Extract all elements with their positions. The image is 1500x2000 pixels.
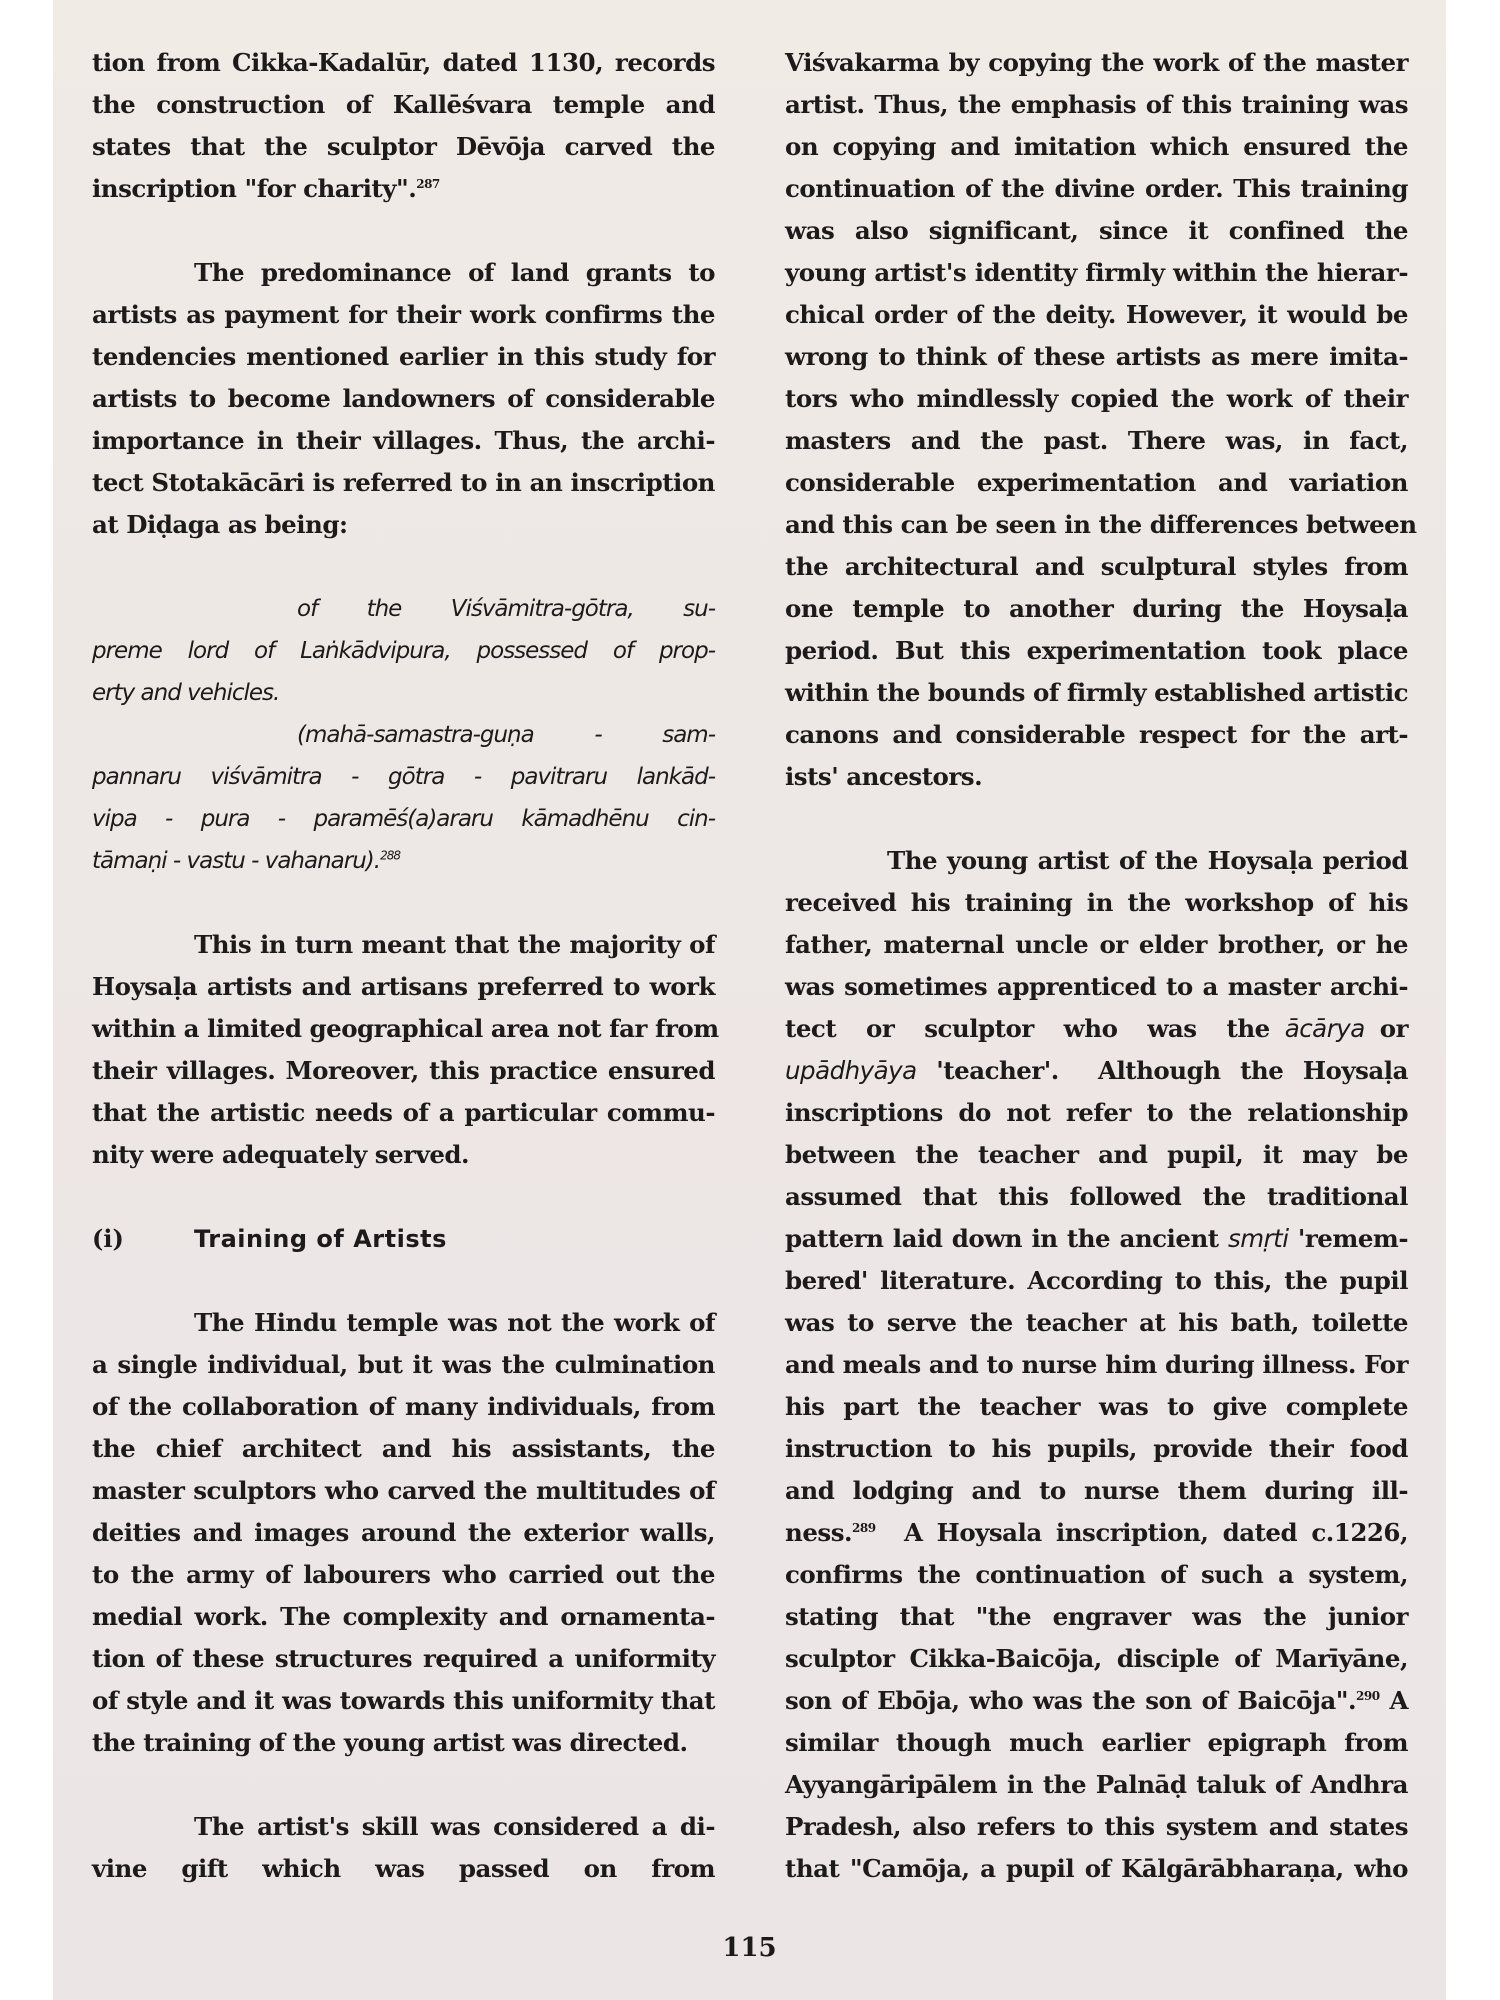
paragraph-gap	[92, 882, 715, 924]
text-line: artists as payment for their work confirms the	[92, 300, 715, 329]
text-line: The artist's skill was considered a di-	[194, 1812, 715, 1841]
text-line: the chief architect and his assistants, the	[92, 1434, 715, 1463]
left-column	[92, 42, 719, 1890]
text-line: Ayyangāripālem in the Palnāḍ taluk of Andhra	[785, 1770, 1408, 1799]
text-line: confirms the continuation of such a system,	[785, 1560, 1408, 1589]
quote-line: (mahā-samastra-guṇa - sam-	[297, 722, 715, 748]
book-page	[53, 0, 1446, 2000]
text-line: young artist's identity firmly within the hierar-	[785, 258, 1408, 287]
quote-line: erty and vehicles.	[92, 680, 280, 706]
text-line: that the artistic needs of a particular commu-	[92, 1098, 715, 1127]
text-line: master sculptors who carved the multitudes of	[92, 1476, 715, 1505]
section-heading	[92, 1218, 715, 1260]
text-line: tion from Cikka-Kadalūr, dated 1130, records	[92, 48, 715, 77]
text-line	[785, 1680, 1408, 1722]
paragraph-gap	[92, 1260, 715, 1302]
page-number: 115	[722, 1933, 777, 1963]
text-line: Viśvakarma by copying the work of the master	[785, 48, 1408, 77]
paragraph-gap	[92, 1176, 715, 1218]
text-line: The young artist of the Hoysaḷa period	[887, 846, 1408, 875]
paragraph-continued	[785, 42, 1417, 798]
section-title: Training of Artists	[194, 1225, 447, 1253]
text-line: between the teacher and pupil, it may be	[785, 1140, 1408, 1169]
text-line: tors who mindlessly copied the work of their	[785, 384, 1408, 413]
text-line: The Hindu temple was not the work of	[194, 1308, 715, 1337]
text-line: of style and it was towards this uniformity that	[92, 1686, 715, 1715]
text-line: artists to become landowners of considerable	[92, 384, 715, 413]
text-line: canons and considerable respect for the art-	[785, 720, 1408, 749]
text-line: their villages. Moreover, this practice ensured	[92, 1056, 715, 1085]
line-text: pattern laid down in the ancient	[785, 1224, 1228, 1253]
text-line: wrong to think of these artists as mere imita-	[785, 342, 1408, 371]
paragraph-gap	[92, 546, 715, 588]
text-line: tect Stotakācāri is referred to in an inscription	[92, 468, 715, 497]
paragraph-gap	[785, 798, 1408, 840]
quote-line: pannaru viśvāmitra - gōtra - pavitraru lankād-	[92, 764, 715, 790]
text-line: nity were adequately served.	[92, 1140, 470, 1169]
line-text: A Hoysala inscription, dated c.1226,	[875, 1518, 1408, 1547]
text-line: that "Camōja, a pupil of Kālgārābharaṇa, who	[785, 1854, 1408, 1883]
text-line: Hoysaḷa artists and artisans preferred to work	[92, 972, 715, 1001]
text-line: assumed that this followed the traditional	[785, 1182, 1408, 1211]
text-line	[785, 1050, 1408, 1092]
line-text: ness.	[785, 1518, 853, 1547]
text-line: to the army of labourers who carried out the	[92, 1560, 715, 1589]
text-line: artist. Thus, the emphasis of this training was	[785, 90, 1408, 119]
text-line: and this can be seen in the differences between	[785, 510, 1417, 539]
text-line: This in turn meant that the majority of	[194, 930, 715, 959]
text-line	[785, 1218, 1408, 1260]
paragraph-3	[92, 924, 719, 1176]
right-column	[785, 42, 1417, 1890]
text-line: sculptor Cikka-Baicōja, disciple of Marīyāne,	[785, 1644, 1408, 1673]
quote-line	[92, 840, 715, 882]
paragraph-young-artist	[785, 840, 1408, 1890]
text-line: of the collaboration of many individuals, from	[92, 1392, 715, 1421]
text-line: father, maternal uncle or elder brother, or he	[785, 930, 1408, 959]
italic-term: ācārya	[1284, 1014, 1365, 1043]
footnote-ref: 289	[852, 1520, 876, 1535]
text-line: inscriptions do not refer to the relationship	[785, 1098, 1408, 1127]
text-line: considerable experimentation and variation	[785, 468, 1408, 497]
text-line: importance in their villages. Thus, the archi-	[92, 426, 715, 455]
footnote-ref: 290	[1356, 1688, 1380, 1703]
italic-term: smṛti	[1227, 1224, 1289, 1253]
line-text: inscription "for charity".	[92, 174, 417, 203]
text-line: was to serve the teacher at his bath, toilette	[785, 1308, 1408, 1337]
italic-term: upādhyāya	[785, 1056, 917, 1085]
paragraph-2	[92, 252, 715, 546]
text-line: within a limited geographical area not far from	[92, 1014, 719, 1043]
paragraph-1	[92, 42, 715, 210]
line-text: 'teacher'. Although the Hoysaḷa	[916, 1056, 1408, 1085]
text-line: medial work. The complexity and ornamenta-	[92, 1602, 715, 1631]
text-line: tion of these structures required a uniformity	[92, 1644, 715, 1673]
text-line: masters and the past. There was, in fact,	[785, 426, 1408, 455]
text-line: bered' literature. According to this, the pupil	[785, 1266, 1408, 1295]
block-quote-translation	[92, 588, 715, 714]
text-line: one temple to another during the Hoysaḷa	[785, 594, 1408, 623]
text-line: the construction of Kallēśvara temple and	[92, 90, 715, 119]
text-line: received his training in the workshop of his	[785, 888, 1408, 917]
text-line: similar though much earlier epigraph from	[785, 1728, 1408, 1757]
text-line: was also significant, since it confined the	[785, 216, 1408, 245]
line-text: or	[1364, 1014, 1409, 1043]
text-line: period. But this experimentation took place	[785, 636, 1408, 665]
text-line	[92, 168, 715, 210]
text-line: the training of the young artist was directed.	[92, 1728, 688, 1757]
text-line: at Diḍaga as being:	[92, 510, 348, 539]
paragraph-4	[92, 1302, 715, 1764]
line-text: A	[1379, 1686, 1408, 1715]
paragraph-gap	[92, 1764, 715, 1806]
text-line: and meals and to nurse him during illness. For	[785, 1350, 1408, 1379]
block-quote-original	[92, 714, 715, 882]
text-line: a single individual, but it was the culmination	[92, 1350, 715, 1379]
quote-line: preme lord of Laṅkādvipura, possessed of prop-	[92, 638, 715, 664]
text-line: vine gift which was passed on from	[92, 1854, 715, 1883]
text-line: the architectural and sculptural styles from	[785, 552, 1408, 581]
paragraph-5	[92, 1806, 715, 1890]
text-line: Pradesh, also refers to this system and states	[785, 1812, 1408, 1841]
text-line: instruction to his pupils, provide their food	[785, 1434, 1408, 1463]
line-text: tāmaṇi - vastu - vahanaru).	[92, 848, 381, 874]
text-line: chical order of the deity. However, it would be	[785, 300, 1408, 329]
text-line: deities and images around the exterior walls,	[92, 1518, 715, 1547]
text-line: The predominance of land grants to	[194, 258, 715, 287]
text-line: tendencies mentioned earlier in this study for	[92, 342, 715, 371]
text-line: and lodging and to nurse them during ill-	[785, 1476, 1408, 1505]
paragraph-gap	[92, 210, 715, 252]
line-text: 'remem-	[1288, 1224, 1408, 1253]
text-line: ists' ancestors.	[785, 762, 983, 791]
text-line: stating that "the engraver was the junior	[785, 1602, 1408, 1631]
text-line	[785, 1008, 1408, 1050]
section-number: (i)	[92, 1224, 124, 1253]
line-text: son of Ebōja, who was the son of Baicōja".	[785, 1686, 1357, 1715]
footnote-ref: 288	[380, 848, 400, 863]
text-line: within the bounds of firmly established artistic	[785, 678, 1409, 707]
line-text: tect or sculptor who was the	[785, 1014, 1285, 1043]
footnote-ref: 287	[416, 176, 440, 191]
text-line: his part the teacher was to give complete	[785, 1392, 1408, 1421]
text-line: states that the sculptor Dēvōja carved the	[92, 132, 715, 161]
quote-line: vipa - pura - paramēś(a)araru kāmadhēnu cin-	[92, 806, 715, 832]
quote-line: of the Viśvāmitra-gōtra, su-	[297, 596, 715, 622]
text-line: was sometimes apprenticed to a master archi-	[785, 972, 1408, 1001]
text-line: continuation of the divine order. This training	[785, 174, 1408, 203]
text-line: on copying and imitation which ensured the	[785, 132, 1408, 161]
text-line	[785, 1512, 1408, 1554]
